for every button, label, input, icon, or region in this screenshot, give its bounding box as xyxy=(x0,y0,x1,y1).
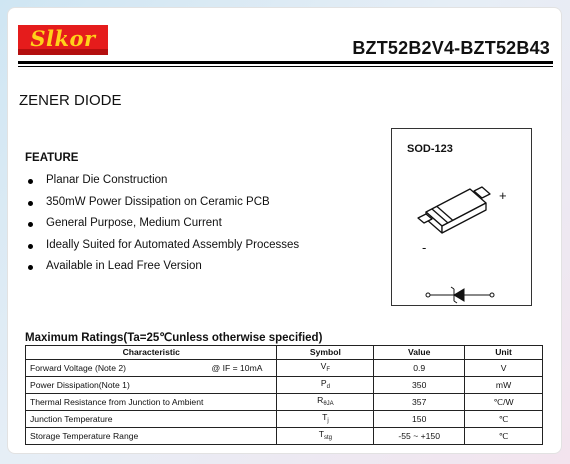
package-label: SOD-123 xyxy=(407,143,453,155)
characteristic-text: Forward Voltage (Note 2) xyxy=(30,362,127,373)
sod123-package-drawing xyxy=(392,129,531,305)
value-cell: 357 xyxy=(374,393,465,410)
minus-label: - xyxy=(422,240,427,255)
symbol-cell xyxy=(277,393,374,410)
ratings-table xyxy=(25,345,543,445)
bullet-icon xyxy=(28,201,33,206)
characteristic-cell xyxy=(26,410,277,427)
table-row xyxy=(26,427,543,444)
bullet-icon xyxy=(28,244,33,249)
header-rule xyxy=(18,61,553,64)
symbol-text: T xyxy=(318,428,324,439)
feature-heading: FEATURE xyxy=(25,152,79,164)
col-header-characteristic: Characteristic xyxy=(26,346,277,360)
symbol-subscript: stg xyxy=(324,434,333,441)
symbol-cell xyxy=(277,427,374,444)
table-header-row xyxy=(26,346,543,360)
symbol-text: P xyxy=(320,377,327,388)
ratings-title: Maximum Ratings(Ta=25℃unless otherwise specified) xyxy=(25,332,323,344)
characteristic-text: Thermal Resistance from Junction to Ambient xyxy=(30,396,204,407)
symbol-subscript: j xyxy=(327,417,329,424)
bullet-icon xyxy=(28,179,33,184)
value-cell: -55 ~ +150 xyxy=(374,427,465,444)
datasheet-page xyxy=(8,8,561,453)
characteristic-cell xyxy=(26,376,277,393)
package-box xyxy=(391,128,532,306)
package-body-icon xyxy=(418,187,490,233)
symbol-text: V xyxy=(320,360,327,371)
feature-text: 350mW Power Dissipation on Ceramic PCB xyxy=(46,195,270,208)
unit-cell: mW xyxy=(465,376,543,393)
device-type: ZENER DIODE xyxy=(19,92,122,109)
symbol-cell xyxy=(277,359,374,376)
feature-text: Planar Die Construction xyxy=(46,174,168,186)
condition-text: @ IF = 10mA xyxy=(211,362,263,373)
value-cell: 150 xyxy=(374,410,465,427)
feature-text: Available in Lead Free Version xyxy=(46,260,202,272)
characteristic-cell xyxy=(26,393,277,410)
col-header-unit: Unit xyxy=(465,346,543,360)
bullet-icon xyxy=(28,265,33,270)
symbol-cell xyxy=(277,410,374,427)
symbol-subscript: θJA xyxy=(323,400,334,407)
col-header-symbol: Symbol xyxy=(277,346,374,360)
slkor-logo xyxy=(18,25,108,55)
table-row xyxy=(26,376,543,393)
symbol-text: T xyxy=(322,411,328,422)
symbol-subscript: F xyxy=(326,366,331,373)
unit-cell: ℃/W xyxy=(465,393,543,410)
unit-cell: ℃ xyxy=(465,427,543,444)
logo-text: Slkor xyxy=(30,26,96,51)
characteristic-text: Junction Temperature xyxy=(30,413,113,424)
symbol-text: R xyxy=(317,394,324,405)
unit-cell: V xyxy=(465,359,543,376)
characteristic-text: Storage Temperature Range xyxy=(30,430,139,441)
table-row xyxy=(26,359,543,376)
unit-cell: ℃ xyxy=(465,410,543,427)
characteristic-text: Power Dissipation(Note 1) xyxy=(30,379,130,390)
header-rule-thin xyxy=(18,66,553,67)
table-row xyxy=(26,393,543,410)
value-cell: 0.9 xyxy=(374,359,465,376)
symbol-cell xyxy=(277,376,374,393)
feature-text: Ideally Suited for Automated Assembly Processes xyxy=(46,238,300,251)
table-row xyxy=(26,410,543,427)
plus-label: + xyxy=(499,188,507,203)
part-number-title: BZT52B2V4-BZT52B43 xyxy=(352,38,550,58)
feature-text: General Purpose, Medium Current xyxy=(46,217,222,229)
symbol-subscript: d xyxy=(326,383,330,390)
diode-symbol-icon xyxy=(426,287,494,303)
characteristic-cell xyxy=(26,359,277,376)
col-header-value: Value xyxy=(374,346,465,360)
value-cell: 350 xyxy=(374,376,465,393)
bullet-icon xyxy=(28,222,33,227)
characteristic-cell xyxy=(26,427,277,444)
